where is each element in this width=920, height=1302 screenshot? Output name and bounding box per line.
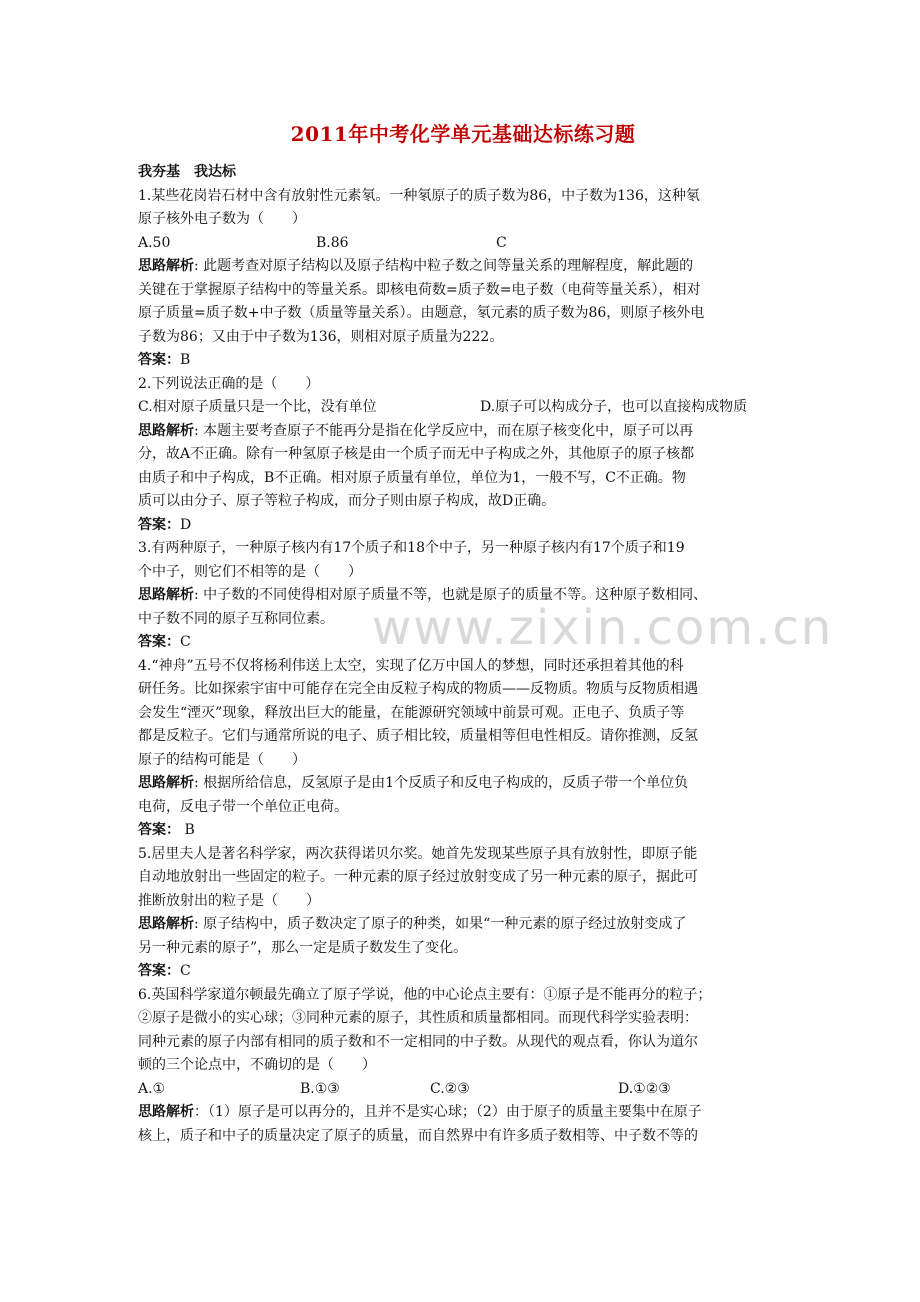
options-row bbox=[138, 396, 788, 420]
analysis-line: 质可以由分子、原子等粒子构成，而分子则由原子构成，故D正确。 bbox=[138, 493, 556, 509]
answer-label: 答案： bbox=[138, 634, 180, 650]
answer-line bbox=[138, 349, 788, 373]
analysis-line: 思路解析: 原子结构中，质子数决定了原子的种类，如果“一种元素的原子经过放射变成了 bbox=[138, 916, 687, 932]
analysis-line: 子数为86；又由于中子数为136，则相对原子质量为222。 bbox=[138, 328, 504, 345]
analysis-line: 核上，质子和中子的质量决定了原子的质量，而自然界中有许多质子数相等、中子数不等的 bbox=[138, 1127, 698, 1144]
question-text: 原子的结构可能是（ ） bbox=[138, 751, 306, 768]
analysis-line: 分，故A不正确。除有一种氢原子核是由一个质子而无中子构成之外，其他原子的原子核都 bbox=[138, 446, 695, 462]
question-text: 3.有两种原子，一种原子核内有17个质子和18个中子，另一种原子核内有17个质子和19 bbox=[138, 540, 685, 556]
answer-value: B bbox=[180, 822, 195, 838]
options-row bbox=[138, 232, 788, 256]
analysis-line: 思路解析: 中子数的不同使得相对原子质量不等，也就是原子的质量不等。这种原子数相同、 bbox=[138, 587, 708, 603]
option-d: D.原子可以构成分子，也可以直接构成物质 bbox=[480, 399, 748, 415]
question-text: 个中子，则它们不相等的是（ ） bbox=[138, 563, 362, 580]
answer-value: D bbox=[180, 516, 192, 533]
analysis-line: 思路解析: 根据所给信息，反氢原子是由1个反质子和反电子构成的，反质子带一个单位负 bbox=[138, 775, 689, 791]
question-text: 5.居里夫人是著名科学家，两次获得诺贝尔奖。她首先发现某些原子具有放射性，即原子能 bbox=[138, 845, 698, 862]
question-text: 2.下列说法正确的是（ ） bbox=[138, 375, 320, 392]
answer-line bbox=[138, 819, 788, 843]
analysis-line: 思路解析：（1）原子是可以再分的，且并不是实心球；（2）由于原子的质量主要集中在原子 bbox=[138, 1104, 702, 1120]
analysis-label: 思路解析 bbox=[138, 258, 194, 274]
question-text: 推断放射出的粒子是（ ） bbox=[138, 892, 320, 909]
analysis-line: 思路解析: 本题主要考查原子不能再分是指在化学反应中，而在原子核变化中，原子可以再 bbox=[138, 422, 694, 439]
question-text: 1.某些花岗岩石材中含有放射性元素氡。一种氡原子的质子数为86，中子数为136，这种氡 bbox=[138, 187, 700, 204]
answer-line bbox=[138, 514, 788, 538]
option-c: C bbox=[496, 234, 507, 251]
question-text: 研任务。比如探索宇宙中可能存在完全由反粒子构成的物质——反物质。物质与反物质相遇 bbox=[138, 681, 698, 697]
option-c: C.相对原子质量只是一个比，没有单位 bbox=[138, 399, 377, 415]
analysis-line: 另一种元素的原子”，那么一定是质子数发生了变化。 bbox=[138, 939, 468, 956]
analysis-label: 思路解析 bbox=[138, 1104, 194, 1120]
question-text: 自动地放射出一些固定的粒子。一种元素的原子经过放射变成了另一种元素的原子，据此可 bbox=[138, 869, 698, 885]
analysis-line: 原子质量=质子数+中子数（质量等量关系）。由题意，氡元素的质子数为86，则原子核外电 bbox=[138, 305, 705, 321]
analysis-line: 中子数不同的原子互称同位素。 bbox=[138, 610, 334, 627]
analysis-line: 关键在于掌握原子结构中的等量关系。即核电荷数=质子数=电子数（电荷等量关系），相对 bbox=[138, 281, 701, 298]
option-c: C.②③ bbox=[430, 1080, 470, 1097]
question-text: 顿的三个论点中，不确切的是（ ） bbox=[138, 1057, 376, 1073]
watermark: www.zixin.com.cn bbox=[372, 600, 834, 656]
question-6 bbox=[138, 984, 788, 1149]
answer-value: B bbox=[180, 352, 191, 368]
analysis-label: 思路解析 bbox=[138, 775, 194, 791]
analysis-label: 思路解析 bbox=[138, 422, 194, 439]
answer-value: C bbox=[180, 963, 191, 979]
question-1 bbox=[138, 185, 788, 373]
question-text: 原子核外电子数为（ ） bbox=[138, 211, 306, 227]
option-a: A.① bbox=[138, 1080, 166, 1097]
option-b: B.86 bbox=[316, 234, 349, 251]
answer-label: 答案： bbox=[138, 352, 180, 368]
option-d: D.①②③ bbox=[618, 1080, 671, 1097]
analysis-line: 由质子和中子构成，B不正确。相对原子质量有单位，单位为1，一般不写，C不正确。物 bbox=[138, 469, 686, 486]
section-heading: 我夯基 我达标 bbox=[138, 164, 236, 180]
option-b: B.①③ bbox=[300, 1080, 340, 1097]
answer-label: 答案： bbox=[138, 822, 180, 838]
page-title: 2011年中考化学单元基础达标练习题 bbox=[290, 122, 636, 146]
options-row bbox=[138, 1078, 788, 1102]
answer-line bbox=[138, 960, 788, 984]
question-4 bbox=[138, 655, 788, 843]
question-text: ②原子是微小的实心球；③同种元素的原子，其性质和质量都相同。而现代科学实验表明： bbox=[138, 1010, 698, 1026]
question-text: 会发生“湮灭”现象，释放出巨大的能量，在能源研究领域中前景可观。正电子、负质子等 bbox=[138, 704, 685, 721]
question-5 bbox=[138, 843, 788, 984]
analysis-line: 思路解析: 此题考查对原子结构以及原子结构中粒子数之间等量关系的理解程度，解此题的 bbox=[138, 258, 694, 274]
analysis-label: 思路解析 bbox=[138, 587, 194, 603]
question-text: 4.“神舟”五号不仅将杨利伟送上太空，实现了亿万中国人的梦想，同时还承担着其他的科 bbox=[138, 657, 684, 674]
question-text: 都是反粒子。它们与通常所说的电子、质子相比较，质量相等但电性相反。请你推测，反氢 bbox=[138, 728, 698, 744]
option-a: A.50 bbox=[138, 234, 171, 251]
question-2 bbox=[138, 373, 788, 538]
analysis-label: 思路解析 bbox=[138, 916, 194, 932]
answer-label: 答案： bbox=[138, 963, 180, 979]
answer-value: C bbox=[180, 634, 191, 650]
question-text: 6.英国科学家道尔顿最先确立了原子学说，他的中心论点主要有：①原子是不能再分的粒子； bbox=[138, 986, 712, 1003]
question-text: 同种元素的原子内部有相同的质子数和不一定相同的中子数。从现代的观点看，你认为道尔 bbox=[138, 1033, 698, 1050]
answer-label: 答案： bbox=[138, 516, 180, 533]
analysis-line: 电荷，反电子带一个单位正电荷。 bbox=[138, 798, 348, 815]
